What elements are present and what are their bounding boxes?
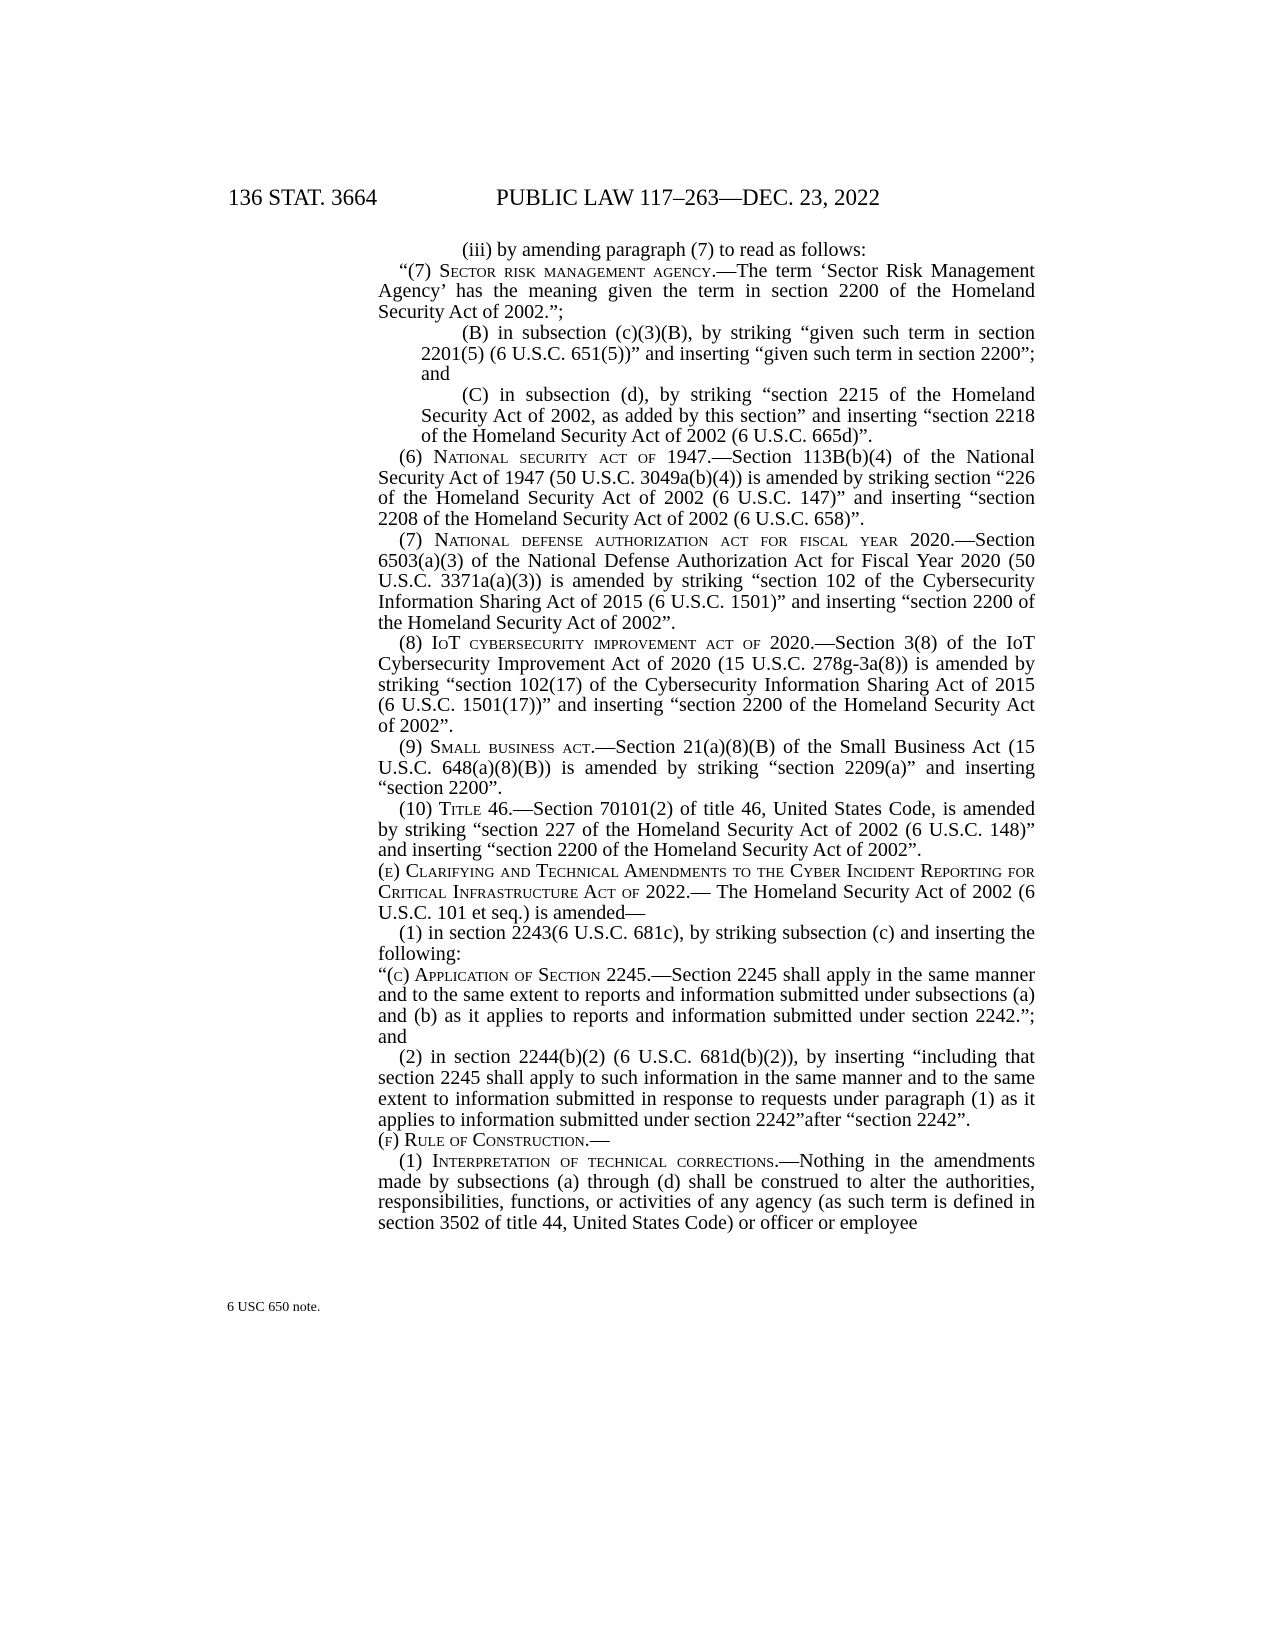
text-small-business-act: —Section 21(a)(8)(B) of the Small Business Act (15 U.S.C. 648(a)(8)(B)) is amended by striking “section 2209(a)” and inserting “section 2200”. (378, 735, 1035, 800)
heading-rule-of-construction: (f) Rule of Construction. (378, 1129, 590, 1152)
paragraph-e (378, 861, 1035, 923)
paragraph-sector-risk-definition (378, 261, 1035, 323)
paragraph-c: (C) in subsection (d), by striking “section 2215 of the Homeland Security Act of 2002, as added by this section” and inserting “section 2218 of the Homeland Security Act of 2002 (6 U.S.C. 665d)”. (421, 383, 1035, 448)
paragraph-f (378, 1130, 1035, 1151)
text-clarifying-amendments: — The Homeland Security Act of 2002 (6 U.S.C. 101 et seq.) is amended— (378, 880, 1035, 924)
public-law-title: PUBLIC LAW 117–263—DEC. 23, 2022 (496, 185, 881, 210)
heading-clarifying-amendments: (e) Clarifying and Technical Amendments to the Cyber Incident Reporting for Critical Infrastructure Act of 2022. (378, 860, 1035, 903)
paragraph-6 (378, 447, 1035, 530)
paragraph-9 (378, 737, 1035, 799)
heading-title-46: (10) Title 46. (399, 797, 514, 820)
paragraph-f-1 (378, 1151, 1035, 1234)
paragraph-b: (B) in subsection (c)(3)(B), by striking “given such term in section 2201(5) (6 U.S.C. 651(5))” and inserting “given such term in section 2200”; and (421, 321, 1035, 386)
paragraph-c-application (378, 965, 1035, 1048)
heading-sector-risk: “(7) Sector risk management agency. (399, 259, 717, 282)
heading-national-security-act: (6) National security act of 1947. (399, 446, 712, 469)
text-iot-act: —Section 3(8) of the IoT Cybersecurity Improvement Act of 2020 (15 U.S.C. 278g-3a(8)) is amended by striking “section 102(17) of the Cybersecurity Information Sharing Act of 2015 (6 U.S.C. 1501(17))” and inserting “section 2200 of the Homeland Security Act of 2002”. (378, 632, 1036, 738)
page-header (228, 181, 1015, 215)
text-sector-risk: —The term ‘Sector Risk Management Agency’ has the meaning given the term in section 2200 of the Homeland Security Act of 2002.”; (378, 259, 1035, 324)
text-rule-of-construction: — (589, 1129, 610, 1152)
heading-application-2245: “(c) Application of Section 2245. (378, 963, 652, 986)
paragraph-e-1: (1) in section 2243(6 U.S.C. 681c), by striking subsection (c) and inserting the following: (378, 922, 1035, 965)
text-ndaa-2020: —Section 6503(a)(3) of the National Defense Authorization Act for Fiscal Year 2020 (50 U.S.C. 3371a(a)(3)) is amended by striking “section 102 of the Cybersecurity Information Sharing Act of 2015 (6 U.S.C. 1501)” and inserting “section 2200 of the Homeland Security Act of 2002”. (378, 528, 1035, 634)
statute-page-number: 136 STAT. 3664 (228, 185, 378, 210)
heading-iot-act: (8) IoT cybersecurity improvement act of 2020. (399, 632, 815, 655)
paragraph-10 (378, 799, 1035, 861)
paragraph-e-2: (2) in section 2244(b)(2) (6 U.S.C. 681d(b)(2)), by inserting “including that section 2245 shall apply to such information in the same manner and to the same extent to information submitted in response to requests under paragraph (1) as it applies to information submitted under section 2242”after “section 2242”. (378, 1046, 1035, 1131)
text-interpretation: —Nothing in the amendments made by subsections (a) through (d) shall be construed to alter the authorities, responsibilities, functions, or activities of any agency (as such term is defined in section 3502 of title 44, United States Code) or officer or employee (378, 1149, 1035, 1235)
heading-ndaa-2020: (7) National defense authorization act for fiscal year 2020. (399, 528, 955, 551)
paragraph-7 (378, 530, 1035, 634)
text-national-security-act: —Section 113B(b)(4) of the National Security Act of 1947 (50 U.S.C. 3049a(b)(4)) is amended by striking section “226 of the Homeland Security Act of 2002 (6 U.S.C. 147)” and inserting “section 2208 of the Homeland Security Act of 2002 (6 U.S.C. 658)”. (378, 446, 1035, 531)
heading-interpretation: (1) Interpretation of technical corrections. (399, 1149, 780, 1172)
paragraph-8 (378, 633, 1035, 737)
text-title-46: —Section 70101(2) of title 46, United States Code, is amended by striking “section 227 of the Homeland Security Act of 2002 (6 U.S.C. 148)” and inserting “section 2200 of the Homeland Security Act of 2002”. (378, 797, 1036, 862)
margin-note: 6 USC 650 note. (227, 1300, 321, 1315)
heading-small-business-act: (9) Small business act. (399, 735, 596, 758)
document-body (378, 240, 1035, 1234)
text-application-2245: —Section 2245 shall apply in the same manner and to the same extent to reports and information submitted under subsections (a) and (b) as it applies to reports and information submitted under section 2242.”; and (378, 963, 1035, 1048)
paragraph-iii: (iii) by amending paragraph (7) to read as follows: (462, 239, 867, 261)
